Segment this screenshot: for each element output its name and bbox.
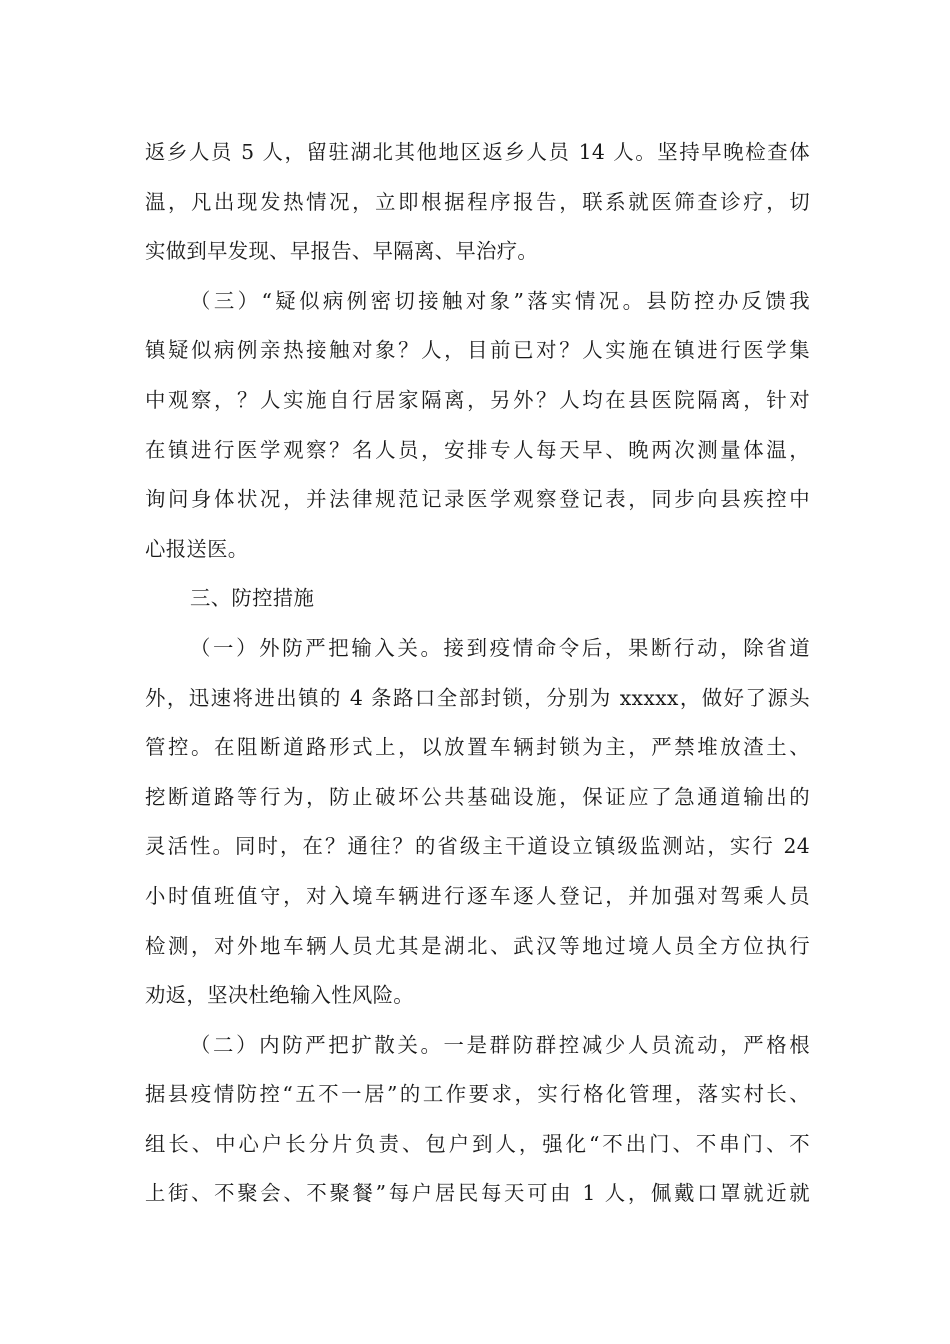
text-line: 实做到早发现、早报告、早隔离、早治疗。: [145, 239, 539, 264]
document-body: [145, 128, 810, 1219]
text-line: 外，迅速将进出镇的 4 条路口全部封锁，分别为 xxxxx，做好了源头: [145, 685, 810, 710]
text-line: 镇疑似病例亲热接触对象？人，目前已对？人实施在镇进行医学集: [145, 338, 810, 363]
paragraph-line-measure-2: （二）内防严把扩散关。一是群防群控减少人员流动，严格根: [190, 1032, 810, 1057]
text-line: 组长、中心户长分片负责、包户到人，强化“不出门、不串门、不: [145, 1131, 810, 1156]
text-line: 返乡人员 5 人，留驻湖北其他地区返乡人员 14 人。坚持早晚检查体: [145, 140, 810, 164]
text-line: 询问身体状况，并法律规范记录医学观察登记表，同步向县疾控中: [145, 487, 810, 512]
section-heading: 三、防控措施: [190, 586, 315, 611]
text-line: 灵活性。同时，在？通往？的省级主干道设立镇级监测站，实行 24: [145, 834, 810, 859]
text-line: 据县疫情防控“五不一居”的工作要求，实行格化管理，落实村长、: [145, 1082, 810, 1107]
text-line: 检测，对外地车辆人员尤其是湖北、武汉等地过境人员全方位执行: [145, 933, 810, 958]
paragraph-line-section-3: （三）“疑似病例密切接触对象”落实情况。县防控办反馈我: [190, 288, 810, 313]
text-line: 小时值班值守，对入境车辆进行逐车逐人登记，并加强对驾乘人员: [145, 883, 810, 908]
text-line: 温，凡出现发热情况，立即根据程序报告，联系就医筛查诊疗，切: [145, 189, 810, 214]
text-line: 在镇进行医学观察？名人员，安排专人每天早、晚两次测量体温，: [145, 437, 810, 462]
text-line: 上街、不聚会、不聚餐”每户居民每天可由 1 人，佩戴口罩就近就: [145, 1181, 810, 1206]
text-line: 心报送医。: [145, 536, 249, 561]
text-line: 管控。在阻断道路形式上，以放置车辆封锁为主，严禁堆放渣土、: [145, 735, 810, 760]
text-line: 劝返，坚决杜绝输入性风险。: [145, 983, 414, 1008]
text-line: 中观察，？人实施自行居家隔离，另外？人均在县医院隔离，针对: [145, 387, 810, 412]
text-line: 挖断道路等行为，防止破坏公共基础设施，保证应了急通道输出的: [145, 784, 810, 809]
paragraph-line-measure-1: （一）外防严把输入关。接到疫情命令后，果断行动，除省道: [190, 635, 810, 660]
